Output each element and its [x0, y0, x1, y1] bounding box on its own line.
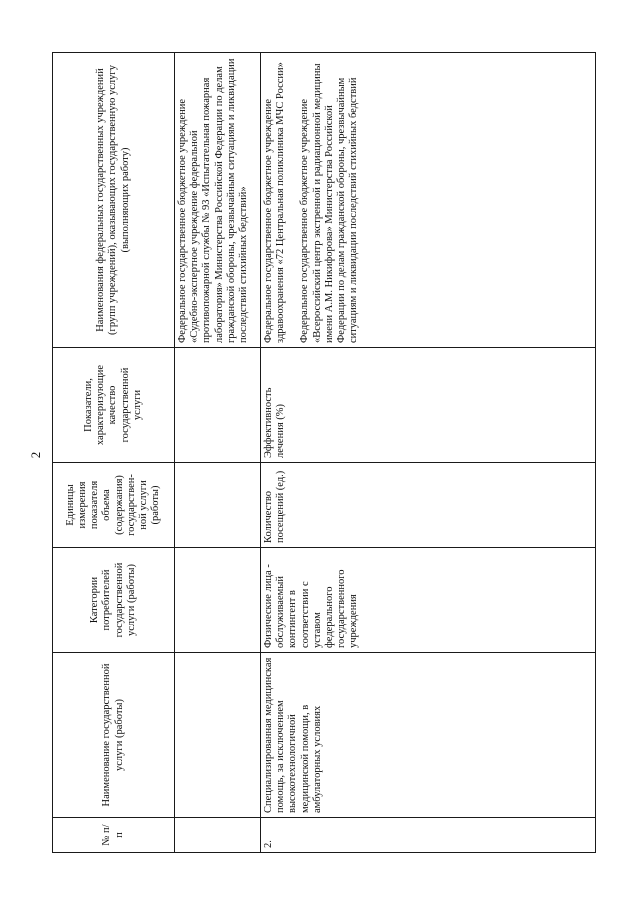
cell-consumers: Физические лица - обслуживаемый контингент в соответствии с уставом федерального государственного учреждения	[261, 548, 596, 653]
table-header-row	[53, 53, 175, 853]
header-institutions: Наименования федеральных государственных учреждений (групп учреждений), оказывающих государственную услугу (выполняющих работу)	[53, 53, 175, 348]
cell-units: Количество посещений (ед.)	[261, 463, 596, 548]
cell-consumers	[175, 548, 261, 653]
header-consumers: Категории потребителей государственной услуги (работы)	[53, 548, 175, 653]
cell-quality: Эффективность лечения (%)	[261, 348, 596, 463]
cell-institutions	[261, 53, 596, 348]
table-row	[175, 53, 261, 853]
header-num: № п/п	[53, 818, 175, 853]
cell-num: 2.	[261, 818, 596, 853]
cell-units	[175, 463, 261, 548]
table-row	[261, 53, 596, 853]
institution-name: Федеральное государственное бюджетное учреждение «Всероссийский центр экстренной и радиационной медицины имени А.М. Никифорова» Министерства Российской Федерации по делам гражданской обороны, чрезвычайным ситуациям и ликвидации последствий стихийных бедствий	[299, 63, 360, 343]
header-units: Единицы измерения показателя объема (содержания) государствен-ной услуги (работы)	[53, 463, 175, 548]
institution-name: Федеральное государственное бюджетное учреждение «Судебно-экспертное учреждение федеральной противопожарной службы № 93 «Испытательная пожарная лаборатория» Министерства Российской Федерации по делам гражданской обороны, чрезвычайным ситуациям и ликвидации последствий стихийных бедствий»	[177, 58, 250, 343]
page-number: 2	[28, 451, 43, 459]
cell-institutions	[175, 53, 261, 348]
institution-name: Федеральное государственное бюджетное учреждение здравоохранения «72 Центральная поликлиника МЧС России»	[263, 62, 287, 343]
header-service: Наименование государственной услуги (работы)	[53, 653, 175, 818]
cell-service: Специализированная медицинская помощь, за исключением высокотехнологичной медицинской помощи, в амбулаторных условиях	[261, 653, 596, 818]
cell-service	[175, 653, 261, 818]
services-table	[52, 52, 596, 853]
cell-num	[175, 818, 261, 853]
cell-quality	[175, 348, 261, 463]
header-quality: Показатели, характеризующие качество государственной услуги	[53, 348, 175, 463]
